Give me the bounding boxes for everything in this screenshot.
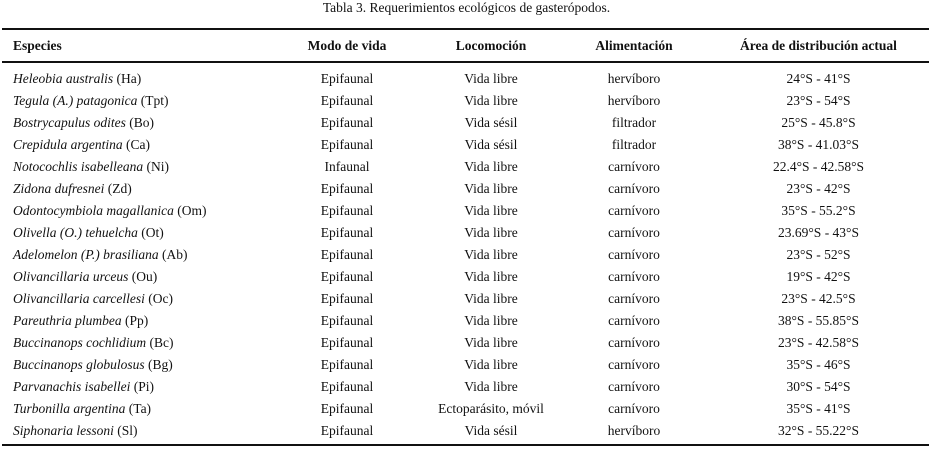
cell-mode: Epifaunal [320,291,374,306]
cell-distribution: 38°S - 41.03°S [778,137,859,152]
cell-species [2,200,272,222]
cell-locomotion: Vida libre [464,247,518,262]
cell-mode: Epifaunal [320,335,374,350]
species-abbreviation: (Ni) [143,159,169,174]
cell-species [2,376,272,398]
species-name: Adelomelon (P.) brasiliana [13,247,159,262]
table-caption: Tabla 3. Requerimientos ecológicos de gasterópodos. [322,0,611,15]
cell-mode: Epifaunal [320,203,374,218]
cell-feeding: carnívoro [608,291,660,306]
table-row [2,398,929,420]
species-abbreviation: (Ca) [122,137,150,152]
species-name: Olivancillaria urceus [13,269,129,284]
cell-locomotion: Vida sésil [464,137,518,152]
species-name: Notocochlis isabelleana [13,159,144,174]
species-name: Heleobia australis [13,71,114,86]
cell-mode: Epifaunal [320,247,374,262]
cell-feeding: carnívoro [608,159,660,174]
cell-feeding: carnívoro [608,203,660,218]
table-row [2,62,929,90]
cell-mode: Epifaunal [320,137,374,152]
cell-species [2,62,272,90]
cell-mode: Epifaunal [320,357,374,372]
cell-locomotion: Vida libre [464,335,518,350]
table-row [2,376,929,398]
cell-distribution: 23.69°S - 43°S [778,225,859,240]
cell-species [2,156,272,178]
header-locomotion: Locomoción [455,37,527,53]
species-name: Tegula (A.) patagonica [13,93,138,108]
species-name: Zidona dufresnei [13,181,105,196]
species-name: Siphonaria lessoni [13,423,114,438]
cell-distribution: 23°S - 54°S [786,93,851,108]
table-row [2,266,929,288]
species-table [2,28,929,446]
species-name: Turbonilla argentina [13,401,126,416]
cell-species [2,222,272,244]
cell-mode: Epifaunal [320,71,374,86]
cell-mode: Epifaunal [320,115,374,130]
species-abbreviation: (Tpt) [137,93,169,108]
cell-distribution: 38°S - 55.85°S [778,313,859,328]
cell-species [2,354,272,376]
table-header [2,29,929,62]
cell-mode: Epifaunal [320,93,374,108]
species-abbreviation: (Ha) [113,71,142,86]
cell-feeding: carnívoro [608,401,660,416]
cell-mode: Epifaunal [320,401,374,416]
table-row [2,134,929,156]
cell-feeding: carnívoro [608,335,660,350]
cell-feeding: carnívoro [608,181,660,196]
table-row [2,354,929,376]
species-name: Olivella (O.) tehuelcha [13,225,138,240]
cell-species [2,288,272,310]
table-row [2,90,929,112]
species-name: Olivancillaria carcellesi [13,291,145,306]
table-body [2,62,929,445]
cell-locomotion: Vida libre [464,379,518,394]
cell-distribution: 23°S - 42.5°S [781,291,856,306]
cell-mode: Epifaunal [320,181,374,196]
cell-feeding: hervíboro [607,71,661,86]
cell-distribution: 23°S - 52°S [786,247,851,262]
cell-species [2,266,272,288]
cell-feeding: filtrador [611,137,657,152]
cell-locomotion: Vida libre [464,71,518,86]
cell-mode: Epifaunal [320,313,374,328]
table-row [2,156,929,178]
species-abbreviation: (Oc) [144,291,173,306]
cell-locomotion: Ectoparásito, móvil [438,401,544,416]
cell-locomotion: Vida sésil [464,115,518,130]
cell-mode: Epifaunal [320,379,374,394]
table-container [2,28,929,446]
cell-distribution: 24°S - 41°S [786,71,851,86]
species-abbreviation: (Bg) [144,357,173,372]
table-row [2,310,929,332]
cell-feeding: carnívoro [608,247,660,262]
table-row [2,200,929,222]
species-abbreviation: (Ta) [125,401,152,416]
cell-distribution: 30°S - 54°S [786,379,851,394]
species-abbreviation: (Bc) [146,335,174,350]
cell-distribution: 22.4°S - 42.58°S [772,159,865,174]
header-mode: Modo de vida [307,37,387,53]
header-row [2,29,929,62]
cell-mode: Epifaunal [320,423,374,438]
cell-feeding: hervíboro [607,93,661,108]
cell-locomotion: Vida libre [464,291,518,306]
species-name: Bostrycapulus odites [13,115,126,130]
cell-feeding: carnívoro [608,379,660,394]
cell-feeding: carnívoro [608,357,660,372]
species-abbreviation: (Ot) [137,225,164,240]
cell-distribution: 19°S - 42°S [786,269,851,284]
table-row [2,332,929,354]
cell-mode: Epifaunal [320,225,374,240]
cell-feeding: hervíboro [607,423,661,438]
cell-locomotion: Vida libre [464,159,518,174]
cell-species [2,112,272,134]
cell-distribution: 35°S - 46°S [786,357,851,372]
cell-locomotion: Vida libre [464,203,518,218]
table-row [2,244,929,266]
cell-mode: Epifaunal [320,269,374,284]
species-abbreviation: (Sl) [113,423,138,438]
cell-species [2,398,272,420]
cell-feeding: carnívoro [608,269,660,284]
cell-distribution: 35°S - 41°S [786,401,851,416]
cell-species [2,310,272,332]
cell-locomotion: Vida libre [464,225,518,240]
species-name: Crepidula argentina [13,137,123,152]
header-feeding: Alimentación [595,37,673,53]
species-abbreviation: (Om) [173,203,207,218]
cell-species [2,332,272,354]
cell-distribution: 25°S - 45.8°S [781,115,856,130]
cell-locomotion: Vida libre [464,93,518,108]
species-abbreviation: (Pp) [121,313,149,328]
species-name: Pareuthria plumbea [13,313,122,328]
table-row [2,112,929,134]
cell-locomotion: Vida libre [464,313,518,328]
cell-distribution: 35°S - 55.2°S [781,203,856,218]
cell-mode: Infaunal [324,159,370,174]
species-name: Buccinanops cochlidium [13,335,147,350]
cell-species [2,244,272,266]
species-abbreviation: (Ou) [128,269,158,284]
table-row [2,222,929,244]
species-name: Buccinanops globulosus [13,357,145,372]
cell-feeding: filtrador [611,115,657,130]
species-abbreviation: (Pi) [130,379,154,394]
cell-locomotion: Vida libre [464,181,518,196]
cell-distribution: 32°S - 55.22°S [778,423,859,438]
cell-locomotion: Vida libre [464,357,518,372]
species-abbreviation: (Bo) [125,115,154,130]
cell-locomotion: Vida sésil [464,423,518,438]
cell-species [2,420,272,445]
cell-feeding: carnívoro [608,313,660,328]
table-row [2,420,929,445]
species-abbreviation: (Ab) [158,247,188,262]
species-abbreviation: (Zd) [104,181,132,196]
header-distribution: Área de distribución actual [740,37,897,53]
cell-species [2,90,272,112]
cell-distribution: 23°S - 42°S [786,181,851,196]
species-name: Odontocymbiola magallanica [13,203,174,218]
cell-species [2,178,272,200]
cell-locomotion: Vida libre [464,269,518,284]
species-name: Parvanachis isabellei [13,379,131,394]
cell-distribution: 23°S - 42.58°S [778,335,859,350]
table-row [2,288,929,310]
table-row [2,178,929,200]
cell-species [2,134,272,156]
cell-feeding: carnívoro [608,225,660,240]
header-species: Especies [13,37,62,53]
